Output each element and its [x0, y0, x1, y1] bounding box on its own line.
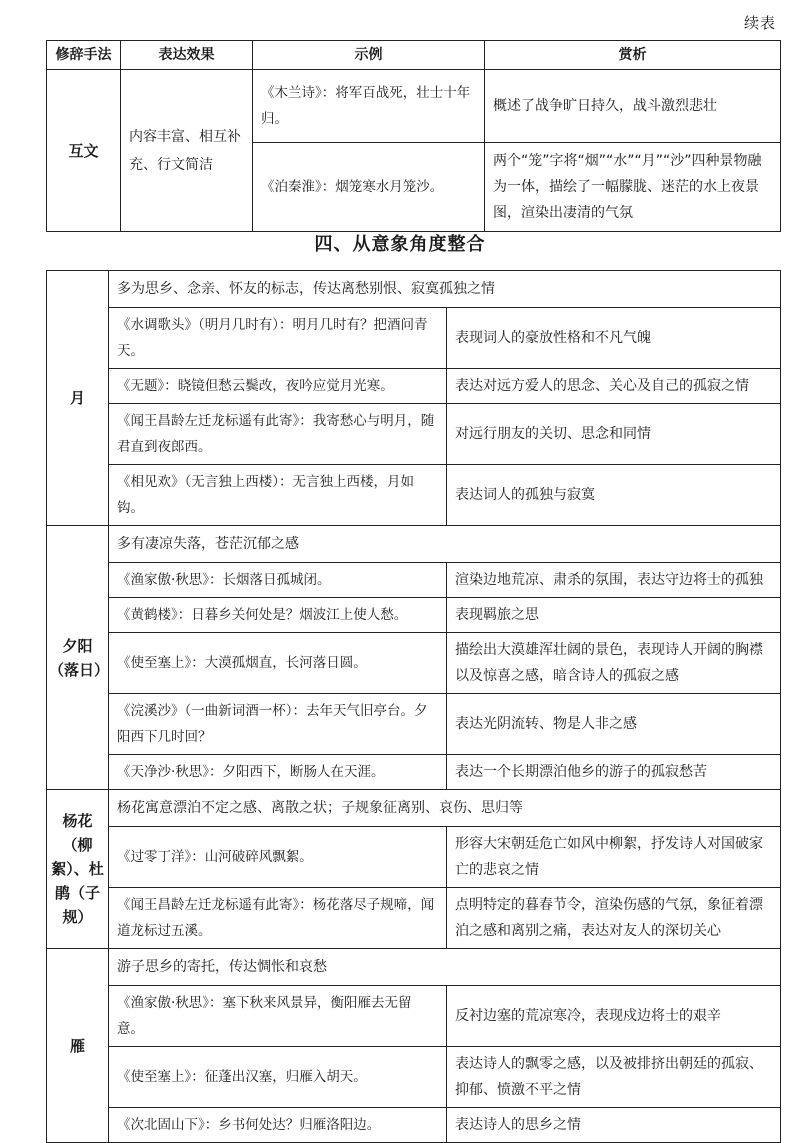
table-row	[47, 404, 781, 465]
table-row	[47, 1047, 781, 1108]
table-row	[47, 70, 781, 143]
example-cell: 《过零丁洋》：山河破碎风飘絮。	[109, 827, 447, 888]
analysis-cell: 概述了战争旷日持久，战斗激烈悲壮	[485, 70, 781, 143]
imagery-moon: 月	[47, 271, 109, 526]
continued-label: 续表	[743, 14, 776, 32]
imagery-summary: 多有凄凉失落，苍茫沉郁之感	[109, 526, 781, 563]
analysis-cell: 反衬边塞的荒凉寒冷，表现戍边将士的艰辛	[447, 986, 781, 1047]
analysis-cell: 表达一个长期漂泊他乡的游子的孤寂愁苦	[447, 755, 781, 790]
table-row	[47, 563, 781, 598]
section-title: 四、从意象角度整合	[314, 234, 486, 255]
example-cell: 《闻王昌龄左迁龙标遥有此寄》：我寄愁心与明月，随君直到夜郎西。	[109, 404, 447, 465]
analysis-cell: 表达对远方爱人的思念、关心及自己的孤寂之情	[447, 369, 781, 404]
analysis-cell: 描绘出大漠雄浑壮阔的景色，表现诗人开阔的胸襟以及惊喜之感，暗含诗人的孤寂之感	[447, 633, 781, 694]
imagery-goose: 雁	[47, 949, 109, 1143]
imagery-willow-cuckoo: 杨花（柳絮）、杜鹃（子规）	[47, 790, 109, 949]
header-example: 示例	[253, 41, 485, 70]
example-cell: 《相见欢》（无言独上西楼）：无言独上西楼，月如钩。	[109, 465, 447, 526]
table-row	[47, 598, 781, 633]
table-row	[47, 1108, 781, 1143]
imagery-summary: 多为思乡、念亲、怀友的标志，传达离愁别恨、寂寞孤独之情	[109, 271, 781, 308]
table-row	[47, 755, 781, 790]
example-cell: 《木兰诗》：将军百战死，壮士十年归。	[253, 70, 485, 143]
imagery-sunset: 夕阳（落日）	[47, 526, 109, 790]
table-row	[47, 526, 781, 563]
table-row	[47, 465, 781, 526]
example-cell: 《渔家傲·秋思》：塞下秋来风景异，衡阳雁去无留意。	[109, 986, 447, 1047]
table-row	[47, 308, 781, 369]
table-row	[47, 633, 781, 694]
example-cell: 《闻王昌龄左迁龙标遥有此寄》：杨花落尽子规啼，闻道龙标过五溪。	[109, 888, 447, 949]
table-row	[47, 271, 781, 308]
table-header-row	[47, 41, 781, 70]
analysis-cell: 形容大宋朝廷危亡如风中柳絮，抒发诗人对国破家亡的悲哀之情	[447, 827, 781, 888]
table-row	[47, 986, 781, 1047]
table-row	[47, 888, 781, 949]
example-cell: 《泊秦淮》：烟笼寒水月笼沙。	[253, 143, 485, 232]
example-cell: 《使至塞上》：征蓬出汉塞，归雁入胡天。	[109, 1047, 447, 1108]
imagery-table	[46, 270, 781, 1143]
example-cell: 《次北固山下》：乡书何处达？归雁洛阳边。	[109, 1108, 447, 1143]
rhetoric-table	[46, 40, 781, 232]
header-technique: 修辞手法	[47, 41, 121, 70]
analysis-cell: 表达光阴流转、物是人非之感	[447, 694, 781, 755]
analysis-cell: 表现羁旅之思	[447, 598, 781, 633]
analysis-cell: 表现词人的豪放性格和不凡气魄	[447, 308, 781, 369]
header-analysis: 赏析	[485, 41, 781, 70]
analysis-cell: 表达诗人的思乡之情	[447, 1108, 781, 1143]
table-row	[47, 694, 781, 755]
table-row	[47, 369, 781, 404]
table-row	[47, 949, 781, 986]
example-cell: 《浣溪沙》（一曲新词酒一杯）：去年天气旧亭台。夕阳西下几时回？	[109, 694, 447, 755]
example-cell: 《使至塞上》：大漠孤烟直，长河落日圆。	[109, 633, 447, 694]
analysis-cell: 表达诗人的飘零之感，以及被排挤出朝廷的孤寂、抑郁、愤激不平之情	[447, 1047, 781, 1108]
example-cell: 《黄鹤楼》：日暮乡关何处是？烟波江上使人愁。	[109, 598, 447, 633]
technique-cell: 互文	[47, 70, 121, 232]
effect-cell: 内容丰富、相互补充、行文简洁	[121, 70, 253, 232]
table-row	[47, 827, 781, 888]
table-row	[47, 790, 781, 827]
analysis-cell: 对远行朋友的关切、思念和同情	[447, 404, 781, 465]
header-effect: 表达效果	[121, 41, 253, 70]
analysis-cell: 渲染边地荒凉、肃杀的氛围，表达守边将士的孤独	[447, 563, 781, 598]
imagery-summary: 杨花寓意漂泊不定之感、离散之状；子规象征离别、哀伤、思归等	[109, 790, 781, 827]
example-cell: 《水调歌头》（明月几时有）：明月几时有？把酒问青天。	[109, 308, 447, 369]
example-cell: 《无题》：晓镜但愁云鬓改，夜吟应觉月光寒。	[109, 369, 447, 404]
imagery-summary: 游子思乡的寄托，传达惆怅和哀愁	[109, 949, 781, 986]
example-cell: 《渔家傲·秋思》：长烟落日孤城闭。	[109, 563, 447, 598]
example-cell: 《天净沙·秋思》：夕阳西下，断肠人在天涯。	[109, 755, 447, 790]
analysis-cell: 两个“笼”字将“烟”“水”“月”“沙”四种景物融为一体，描绘了一幅朦胧、迷茫的水上夜景图，渲染出凄清的气氛	[485, 143, 781, 232]
analysis-cell: 表达词人的孤独与寂寞	[447, 465, 781, 526]
analysis-cell: 点明特定的暮春节令，渲染伤感的气氛，象征着漂泊之感和离别之痛，表达对友人的深切关心	[447, 888, 781, 949]
